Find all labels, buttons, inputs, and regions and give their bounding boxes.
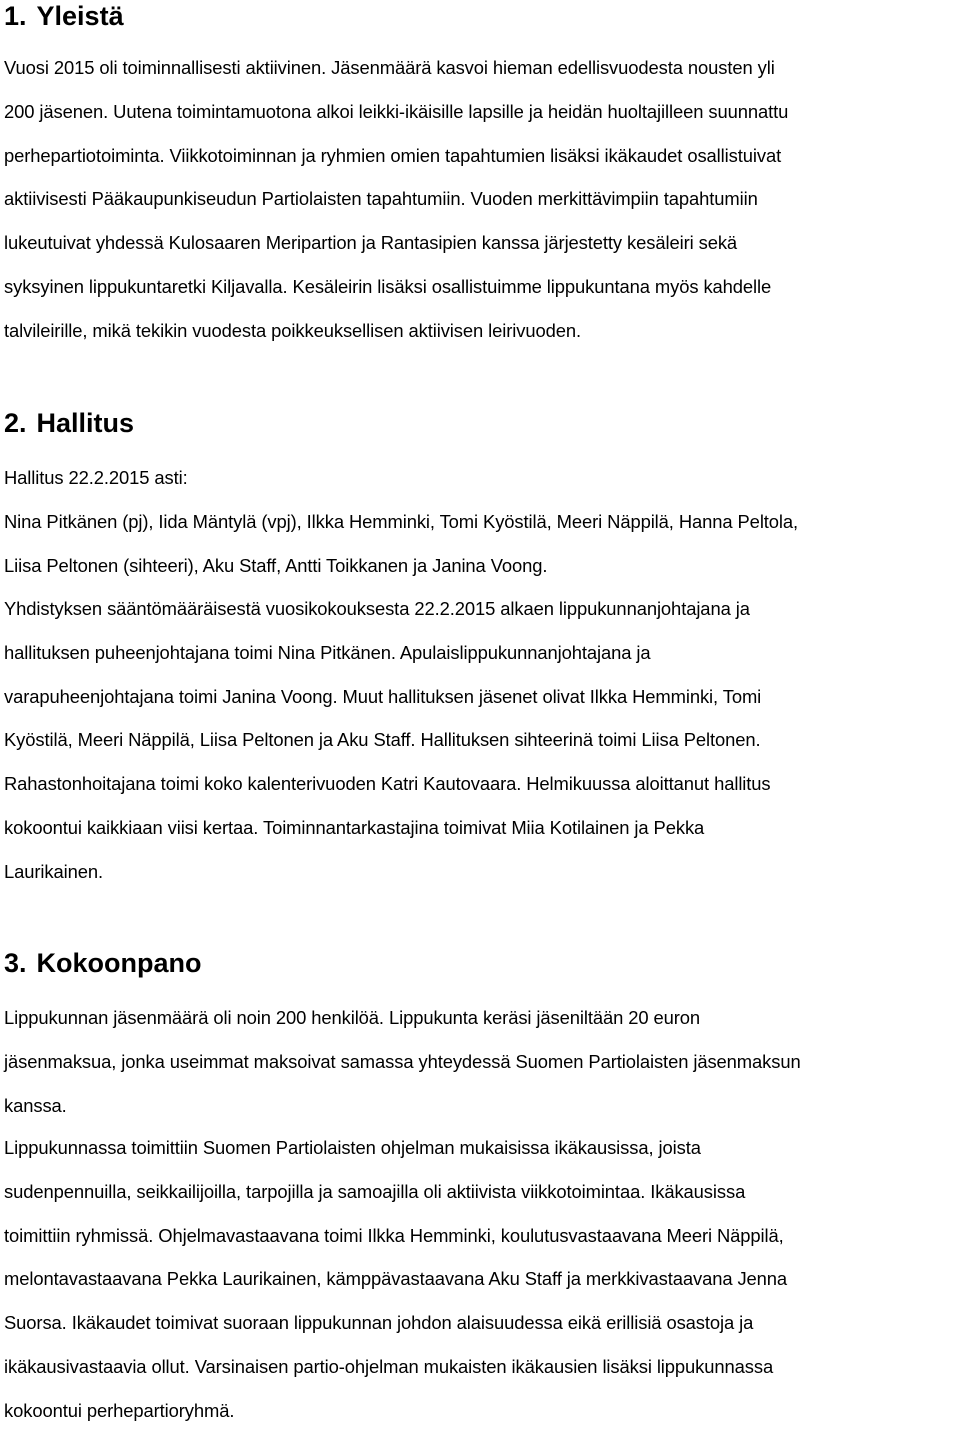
- section-title: Hallitus: [36, 408, 135, 438]
- text-line: sudenpennuilla, seikkailijoilla, tarpojilla ja samoajilla oli aktiivista viikkotoimintaa. Ikäkausissa: [4, 1180, 746, 1202]
- text-line: kanssa.: [4, 1094, 67, 1116]
- paragraph: [4, 1126, 787, 1433]
- text-line: Nina Pitkänen (pj), Iida Mäntylä (vpj), Ilkka Hemminki, Tomi Kyöstilä, Meeri Näppilä, Hanna Peltola,: [4, 510, 799, 532]
- text-line: kokoontui kaikkiaan viisi kertaa. Toiminnantarkastajina toimivat Miia Kotilainen ja Pekka: [4, 816, 705, 838]
- text-line: Rahastonhoitajana toimi koko kalenterivuoden Katri Kautovaara. Helmikuussa aloittanut hallitus: [4, 773, 771, 795]
- section-heading-hallitus: [4, 407, 134, 439]
- section-number: 3.: [4, 948, 27, 978]
- text-line: perhepartiotoiminta. Viikkotoiminnan ja ryhmien omien tapahtumien lisäksi ikäkaudet osallistuivat: [4, 144, 782, 166]
- text-line: Vuosi 2015 oli toiminnallisesti aktiivinen. Jäsenmäärä kasvoi hieman edellisvuodesta nousten yli: [4, 57, 775, 78]
- text-line: 200 jäsenen. Uutena toimintamuotona alkoi leikki-ikäisille lapsille ja heidän huoltajilleen suunnattu: [4, 100, 789, 122]
- text-line: hallituksen puheenjohtajana toimi Nina Pitkänen. Apulaislippukunnanjohtajana ja: [4, 641, 651, 663]
- text-line: Kyöstilä, Meeri Näppilä, Liisa Peltonen ja Aku Staff. Hallituksen sihteerinä toimi Liisa Peltonen.: [4, 729, 761, 751]
- text-line: Suorsa. Ikäkaudet toimivat suoraan lippukunnan johdon alaisuudessa eikä erillisiä osastoja ja: [4, 1312, 754, 1334]
- text-line: syksyinen lippukuntaretki Kiljavalla. Kesäleirin lisäksi osallistuimme lippukuntana myös kahdelle: [4, 275, 772, 297]
- text-line: talvileirille, mikä tekikin vuodesta poikkeuksellisen aktiivisen leirivuoden.: [4, 319, 581, 341]
- paragraph: [4, 587, 771, 894]
- text-line: jäsenmaksua, jonka useimmat maksoivat samassa yhteydessä Suomen Partiolaisten jäsenmaksun: [4, 1050, 801, 1072]
- section-heading-kokoonpano: [4, 947, 202, 979]
- section-number: 1.: [4, 1, 27, 31]
- text-line: ikäkausivastaavia ollut. Varsinaisen partio-ohjelman mukaisten ikäkausien lisäksi lippukunnassa: [4, 1355, 774, 1377]
- text-line: kokoontui perhepartioryhmä.: [4, 1399, 235, 1421]
- paragraph: [4, 996, 801, 1127]
- text-line: Yhdistyksen sääntömääräisestä vuosikokouksesta 22.2.2015 alkaen lippukunnanjohtajana ja: [4, 598, 750, 619]
- text-line: Laurikainen.: [4, 860, 103, 882]
- paragraph: [4, 456, 798, 587]
- paragraph: [4, 46, 788, 353]
- text-line: lukeutuivat yhdessä Kulosaaren Meripartion ja Rantasipien kanssa järjestetty kesäleiri sekä: [4, 232, 738, 254]
- text-line: Liisa Peltonen (sihteeri), Aku Staff, Antti Toikkanen ja Janina Voong.: [4, 554, 548, 576]
- text-line: varapuheenjohtajana toimi Janina Voong. Muut hallituksen jäsenet olivat Ilkka Hemminki, Tomi: [4, 685, 762, 707]
- text-line: melontavastaavana Pekka Laurikainen, kämppävastaavana Aku Staff ja merkkivastaavana Jenna: [4, 1268, 788, 1290]
- section-title: Yleistä: [36, 1, 124, 31]
- text-line: Lippukunnan jäsenmäärä oli noin 200 henkilöä. Lippukunta keräsi jäseniltään 20 euron: [4, 1007, 701, 1028]
- section-number: 2.: [4, 408, 27, 438]
- text-line: toimittiin ryhmissä. Ohjelmavastaavana toimi Ilkka Hemminki, koulutusvastaavana Meeri Näppilä,: [4, 1224, 784, 1246]
- text-line: Hallitus 22.2.2015 asti:: [4, 467, 188, 488]
- text-line: Lippukunnassa toimittiin Suomen Partiolaisten ohjelman mukaisissa ikäkausissa, joista: [4, 1137, 701, 1158]
- text-line: aktiivisesti Pääkaupunkiseudun Partiolaisten tapahtumiin. Vuoden merkittävimpiin tapahtumiin: [4, 188, 758, 210]
- section-title: Kokoonpano: [36, 948, 202, 978]
- section-heading-yleista: [4, 0, 124, 32]
